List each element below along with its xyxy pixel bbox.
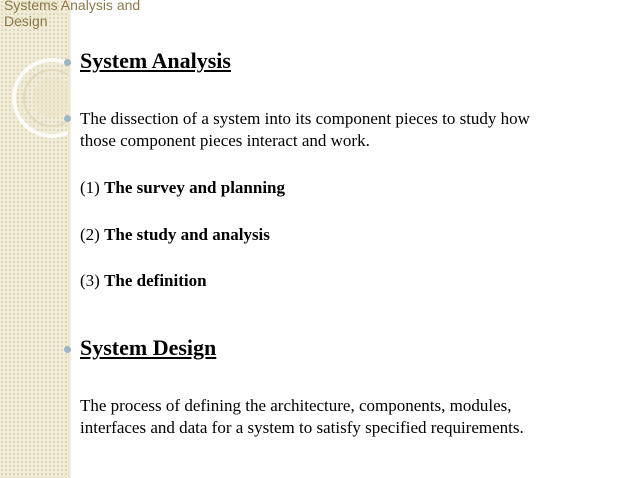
step-label: The definition [104,271,207,290]
slide-title-line-1: Systems Analysis and [4,0,141,13]
step-number: (1) [80,178,105,197]
system-design-heading: System Design [80,335,217,360]
system-analysis-description [80,108,620,152]
step-label: The survey and planning [104,178,286,197]
description-line: interfaces and data for a system to satisfy specified requirements. [80,418,524,437]
slide-title-line-2: Design [4,13,48,29]
description-line: The process of defining the architecture, components, modules, [80,396,512,415]
description-line: The dissection of a system into its component pieces to study how [80,109,530,128]
slide-title [4,0,204,29]
system-design-description [80,395,630,439]
bullet-icon [64,346,71,353]
step-number: (2) [80,225,105,244]
analysis-step [80,224,270,246]
bullet-icon [64,59,71,66]
step-label: The study and analysis [104,225,270,244]
system-analysis-heading: System Analysis [80,48,231,73]
decorative-side-panel [0,0,70,478]
step-number: (3) [80,271,105,290]
analysis-step [80,177,285,199]
analysis-step [80,270,207,292]
side-panel-edge [68,0,71,478]
description-line: those component pieces interact and work. [80,131,370,150]
bullet-icon [64,115,71,122]
